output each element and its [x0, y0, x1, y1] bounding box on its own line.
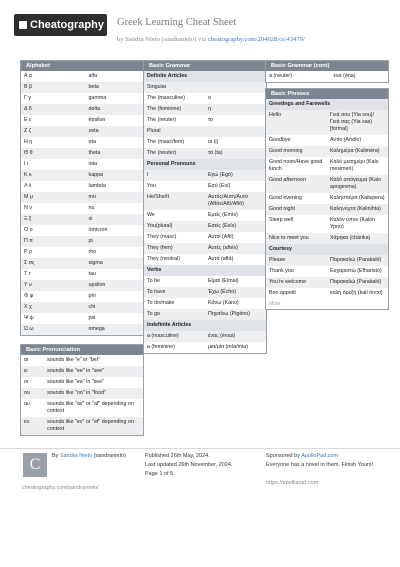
row-value: Καλό μεσημέρι (Kalo mesimeri): [330, 159, 379, 172]
page-number: Page 1 of 5.: [145, 471, 175, 477]
row-key: We: [147, 212, 155, 218]
row-value: Καλημέρα (Kaliméra): [327, 146, 388, 157]
row-value: theta: [86, 148, 143, 159]
table-row: [144, 221, 266, 232]
row-value: eta: [88, 139, 96, 145]
row-value: Έχω (Écho): [205, 287, 266, 298]
table-row: [144, 254, 266, 265]
updated-date: Last updated 26th November, 2024.: [145, 462, 233, 468]
row-value: Εσύ (Esí): [208, 183, 231, 189]
row-value: Εγώ (Egó): [205, 170, 266, 181]
row-value: sounds like "ee" in "see": [47, 379, 105, 385]
row-value: Παρακαλώ (Parakaló): [327, 277, 388, 288]
row-value: Καληνύχτα (Kalinihta): [327, 204, 388, 215]
table-row: [266, 146, 388, 157]
row-value: ένα (éna): [333, 73, 356, 79]
row-value: iota: [88, 161, 98, 167]
row-key: Π π: [21, 236, 86, 247]
row-key: Ζ ζ: [21, 126, 86, 137]
table-row: [21, 170, 143, 181]
row-value: Αντίο (Andío): [330, 137, 362, 143]
row-key: Ε ε: [24, 117, 32, 123]
row-key: Thank you: [269, 268, 294, 274]
column-2: [143, 60, 267, 359]
row-value: Πηγαίνω (Pigéno): [205, 309, 266, 320]
row-value: chi: [86, 302, 143, 313]
table-row: [144, 276, 266, 287]
row-key: Β β: [21, 82, 86, 93]
table-row: [144, 159, 266, 170]
table-row: [21, 388, 143, 399]
row-key: ει: [21, 366, 44, 377]
table-row: [21, 93, 143, 104]
row-value: Αυτές (aftés): [205, 243, 266, 254]
phrases-heading: Basic Phrases: [266, 89, 388, 99]
row-key: To have: [144, 287, 205, 298]
table-row: [144, 342, 266, 353]
row-value: phi: [88, 293, 96, 299]
table-row: [144, 170, 266, 181]
row-value: sounds like "ev" or "ef" depending on context: [44, 417, 143, 435]
row-value: Αυτός/Αυτή/Αυτό (Aftós/Aftí/Aftó): [205, 192, 266, 210]
page-title: Greek Learning Cheat Sheet: [117, 17, 237, 28]
row-value: η: [205, 104, 266, 115]
row-value: tau: [88, 271, 96, 277]
row-key: Λ λ: [24, 183, 32, 189]
table-row: [266, 99, 388, 110]
row-value: [205, 126, 266, 137]
table-row: [144, 181, 266, 192]
table-row: [21, 247, 143, 258]
table-row: [144, 104, 266, 115]
row-value: Καλό απόγευμα (Kalo apogevma): [327, 175, 388, 193]
table-row: [21, 115, 143, 126]
row-value: beta: [86, 82, 143, 93]
row-value: μια/μία (mía/mia): [208, 344, 248, 350]
row-value: Αυτοί (Aftí): [208, 234, 234, 240]
pronunciation-heading: Basic Pronunciation: [21, 345, 143, 355]
row-key: To be: [147, 278, 160, 284]
row-key: Ι ι: [24, 161, 29, 167]
row-value: Κάνω (Káno): [208, 300, 239, 306]
row-key: Ψ ψ: [24, 315, 34, 321]
section-subheading: Verbs: [144, 265, 266, 276]
logo-icon: [19, 21, 27, 29]
row-key: Τ τ: [24, 271, 31, 277]
table-row: [21, 269, 143, 280]
table-row: [266, 288, 388, 299]
row-value: kappa: [86, 170, 143, 181]
table-row: [21, 302, 143, 313]
row-value: Εσείς (Esís): [205, 221, 266, 232]
section-subheading: Personal Pronouns: [144, 159, 266, 170]
row-value: sounds like "oo" in "food": [44, 388, 143, 399]
grammar-cont-table: [266, 71, 388, 82]
row-key: The (neuter): [147, 117, 177, 123]
phrases-table: [266, 99, 388, 299]
row-key: Good morning: [266, 146, 327, 157]
row-key: Bon appetit: [269, 290, 296, 296]
row-key: Good evening: [269, 195, 302, 201]
table-row: [21, 126, 143, 137]
author-name[interactable]: Sandra Nieto (sandranieto): [125, 36, 197, 43]
row-key: αι: [24, 357, 29, 363]
row-key: Sleep well: [269, 217, 294, 223]
table-row: [21, 280, 143, 291]
table-row: [21, 181, 143, 192]
table-row: [266, 193, 388, 204]
grammar-table: [144, 71, 266, 353]
row-key: He/She/It: [144, 192, 205, 210]
row-key: Ν ν: [24, 205, 32, 211]
row-value: rho: [88, 249, 97, 255]
table-row: [144, 126, 266, 137]
table-row: [21, 399, 143, 417]
table-row: [144, 93, 266, 104]
row-value: καλή όρεξη (kalí órexi): [330, 290, 383, 296]
table-row: [266, 215, 388, 233]
row-value: upsilon: [86, 280, 143, 291]
grammar-heading: Basic Grammar: [144, 61, 266, 71]
row-key: They (fem): [144, 243, 205, 254]
row-key: Hello: [266, 110, 327, 135]
table-row: [266, 266, 388, 277]
row-key: ευ: [21, 417, 44, 435]
published-date: Published 26th May, 2024.: [145, 453, 210, 459]
row-key: Ω ω: [21, 324, 86, 335]
sponsor-line: Sponsored by ApolloPad.com: [266, 453, 339, 459]
row-value: gamma: [88, 95, 107, 101]
row-key: To go: [144, 309, 205, 320]
table-row: [21, 313, 143, 324]
row-value: Εμείς (Emís): [208, 212, 238, 218]
row-value: ο: [208, 95, 211, 101]
row-value: delta: [86, 104, 143, 115]
phrases-box: [265, 88, 389, 310]
row-key: Δ δ: [21, 104, 86, 115]
row-key: Nice to meet you: [266, 233, 327, 244]
table-row: [144, 320, 266, 331]
table-row: [266, 277, 388, 288]
row-key: You: [147, 183, 156, 189]
row-key: a (feminine): [147, 344, 175, 350]
row-key: ου: [21, 388, 44, 399]
row-key: Good night: [266, 204, 327, 215]
footer-author: By Sandra Nieto (sandranieto): [52, 453, 127, 459]
row-value: sounds like "ee" in "see": [44, 366, 143, 377]
row-key: You're welcome: [266, 277, 327, 288]
row-key: Κ κ: [21, 170, 86, 181]
row-value: Είμαι (Eímai): [208, 278, 239, 284]
sponsor-url[interactable]: https://apollopad.com: [266, 480, 319, 486]
avatar[interactable]: C: [23, 453, 47, 477]
row-value: το: [208, 117, 213, 123]
table-row: [144, 115, 266, 126]
row-value: sounds like "e" in "bet": [47, 357, 100, 363]
table-row: [21, 366, 143, 377]
row-value: épsilon: [88, 117, 106, 123]
row-value: ένας (énas): [205, 331, 266, 342]
row-value: Καλόν ύπνο (Kalon Ypno): [330, 217, 376, 230]
table-row: [21, 137, 143, 148]
table-row: [144, 71, 266, 82]
column-1: [20, 60, 144, 441]
row-value: psi: [88, 315, 96, 321]
table-row: [144, 243, 266, 254]
row-value: zeta: [86, 126, 143, 137]
table-row: [266, 71, 388, 82]
row-key: Good noon/Have good lunch: [269, 159, 323, 172]
table-row: [144, 309, 266, 320]
row-value: nu: [88, 205, 95, 211]
sheet-url-link[interactable]: cheatography.com/204028/cs/43479/: [207, 36, 305, 43]
row-value: sigma: [86, 258, 143, 269]
row-value: Παρακαλώ (Parakaló): [327, 255, 388, 266]
footer-author-link[interactable]: Sandra Nieto: [59, 453, 93, 459]
row-key: The (neuter): [144, 148, 205, 159]
column-3: [265, 60, 389, 315]
table-row: [21, 258, 143, 269]
row-key: You(plural): [144, 221, 205, 232]
section-subheading: Indefinite Articles: [144, 320, 266, 331]
table-row: [266, 175, 388, 193]
row-key: Σ σς: [21, 258, 86, 269]
cheatography-logo[interactable]: Cheatography: [14, 14, 107, 36]
row-value: mu: [86, 192, 143, 203]
row-key: οι: [24, 379, 29, 385]
row-key: Ο ο: [24, 227, 33, 233]
row-value: [205, 82, 266, 93]
row-key: Θ θ: [21, 148, 86, 159]
table-row: [21, 417, 143, 435]
row-key: a (neuter): [269, 73, 292, 79]
row-key: I: [144, 170, 205, 181]
row-key: Υ υ: [21, 280, 86, 291]
grammar-cont-heading: Basic Grammar (cont): [266, 61, 388, 71]
table-row: [21, 377, 143, 388]
row-key: Ξ ξ: [21, 214, 86, 225]
row-value: Γειά σου (Yia sou)/ Γειά σας (Yia sas) [formal]: [327, 110, 388, 135]
section-subheading: Definite Articles: [144, 71, 266, 82]
table-row: [21, 148, 143, 159]
row-value: Χάρηκα (chárika): [327, 233, 388, 244]
table-row: [266, 110, 388, 135]
table-row: [21, 225, 143, 236]
table-row: [266, 244, 388, 255]
row-value: xi: [86, 214, 143, 225]
table-row: [21, 214, 143, 225]
section-subheading: Courtesy: [266, 244, 388, 255]
table-row: [266, 157, 388, 175]
table-row: [21, 203, 143, 214]
pronunciation-table: [21, 355, 143, 435]
table-row: [266, 255, 388, 266]
row-key: The (feminine): [144, 104, 205, 115]
table-row: [21, 355, 143, 366]
row-key: To do/make: [147, 300, 175, 306]
table-row: [266, 233, 388, 244]
grammar-box: [143, 60, 267, 354]
row-key: Good afternoon: [266, 175, 327, 193]
row-value: οι (i): [208, 139, 219, 145]
row-key: Φ φ: [24, 293, 34, 299]
section-subheading: Greetings and Farewells: [266, 99, 388, 110]
row-key: Χ χ: [21, 302, 86, 313]
row-key: Please: [266, 255, 327, 266]
table-row: [144, 287, 266, 298]
table-row: [21, 159, 143, 170]
table-row: [144, 210, 266, 221]
row-key: Γ γ: [24, 95, 32, 101]
table-row: [144, 298, 266, 309]
row-value: pi: [86, 236, 143, 247]
subtitle: by Sandra Nieto (sandranieto) via cheatography.com/204028/cs/43479/: [117, 36, 305, 43]
row-key: Singular: [144, 82, 205, 93]
table-row: [144, 137, 266, 148]
row-key: Plural: [144, 126, 205, 137]
row-value: alfa: [88, 73, 98, 79]
pronunciation-box: [20, 344, 144, 436]
row-key: The (masc/fem): [147, 139, 185, 145]
alphabet-table: [21, 71, 143, 335]
row-key: Η η: [24, 139, 33, 145]
table-row: [144, 265, 266, 276]
sponsor-tagline: Everyone has a novel in them. Finish Yours!: [266, 462, 374, 468]
row-value: omega: [86, 324, 143, 335]
row-key: Α α: [24, 73, 32, 79]
table-row: [21, 291, 143, 302]
row-key: Μ μ: [21, 192, 86, 203]
sponsor-link[interactable]: ApolloPad.com: [301, 453, 339, 459]
row-key: αυ: [24, 401, 30, 407]
table-row: [144, 232, 266, 243]
row-key: They (masc): [147, 234, 177, 240]
table-row: [144, 192, 266, 210]
row-value: lambda: [88, 183, 106, 189]
table-row: [21, 192, 143, 203]
row-value: Ευχαριστώ (Efharistó): [330, 268, 382, 274]
footer-author-url[interactable]: cheatography.com/sandranieto/: [22, 485, 99, 491]
table-row: [21, 324, 143, 335]
table-row: [144, 82, 266, 93]
table-row: [21, 71, 143, 82]
row-key: The (masculine): [147, 95, 185, 101]
alphabet-heading: Alphabet: [21, 61, 143, 71]
table-row: [266, 135, 388, 146]
grammar-cont-box: [265, 60, 389, 83]
row-key: a (masculine): [144, 331, 205, 342]
row-value: ómicron: [88, 227, 108, 233]
row-value: τα (ta): [205, 148, 266, 159]
table-row: [144, 331, 266, 342]
row-key: They (neutral): [147, 256, 180, 262]
sheet-header: [0, 0, 400, 50]
table-row: [144, 148, 266, 159]
more-link[interactable]: More: [269, 301, 281, 307]
row-key: Goodbye: [269, 137, 291, 143]
table-row: [21, 104, 143, 115]
row-value: Αυτά (aftá): [208, 256, 234, 262]
table-row: [266, 204, 388, 215]
row-value: sounds like "av" or "af" depending on context: [47, 401, 134, 414]
row-key: Ρ ρ: [24, 249, 32, 255]
row-value: Καλησπέρα (Kalispera): [330, 195, 385, 201]
alphabet-box: [20, 60, 144, 336]
table-row: [21, 82, 143, 93]
table-row: [21, 236, 143, 247]
